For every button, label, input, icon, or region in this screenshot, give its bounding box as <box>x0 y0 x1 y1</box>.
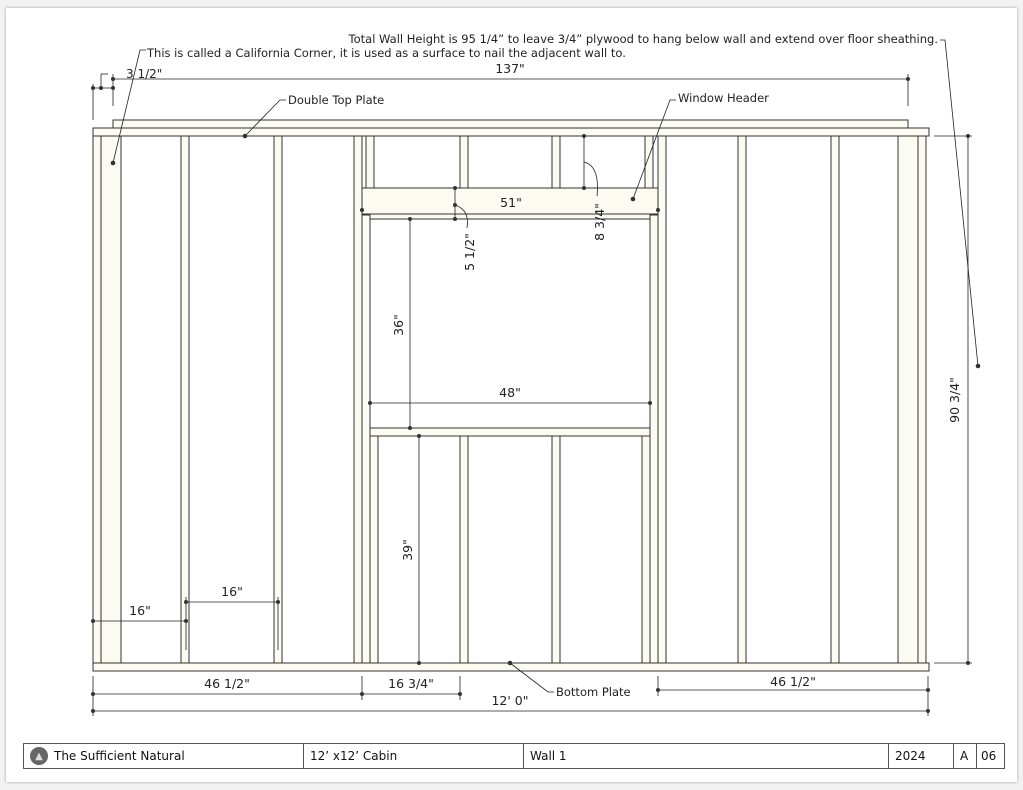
sheet-number: 06 <box>981 749 997 763</box>
year: 2024 <box>895 749 926 763</box>
series: A <box>960 749 969 763</box>
stud <box>274 136 282 663</box>
stud <box>93 136 101 663</box>
cripple-stud <box>645 136 653 188</box>
dim-corner-width: 3 1/2" <box>126 67 163 81</box>
corner-stud-right <box>898 136 918 663</box>
framing-diagram <box>6 8 1017 782</box>
cripple-stud <box>642 436 650 663</box>
tree-logo-icon: ▲ <box>30 747 48 765</box>
dim-window-height: 36" <box>391 314 406 336</box>
cripple-stud <box>552 136 560 188</box>
stud <box>738 136 746 663</box>
dim-stud-spacing-1: 16" <box>129 603 151 618</box>
header-flat-plate <box>370 214 650 219</box>
dim-sill-width: 48" <box>499 385 521 400</box>
dim-header-gap: 5 1/2" <box>462 233 477 271</box>
jack-stud-right <box>650 215 658 663</box>
sheet-name: Wall 1 <box>530 749 567 763</box>
top-plate-lower <box>93 128 929 136</box>
title-company-cell <box>24 744 304 768</box>
top-plate-upper <box>113 120 908 128</box>
dim-left-section: 46 1/2" <box>204 676 250 691</box>
title-sheet-number-cell <box>977 744 1004 768</box>
label-double-top-plate: Double Top Plate <box>288 93 385 107</box>
dim-center-section: 16 3/4" <box>388 676 434 691</box>
note-wall-height: Total Wall Height is 95 1/4” to leave 3/4” plywood to hang below wall and extend over floor sheathing. <box>348 32 938 46</box>
stud <box>181 136 189 663</box>
cripple-stud <box>460 136 468 188</box>
title-series-cell <box>954 744 977 768</box>
leader-wall-height <box>940 40 978 366</box>
note-california-corner: This is called a California Corner, it is used as a surface to nail the adjacent wall to. <box>147 46 626 60</box>
king-stud-left <box>354 136 362 663</box>
dim-sill-height: 39" <box>400 539 415 561</box>
king-stud-right <box>658 136 666 663</box>
title-year-cell <box>889 744 954 768</box>
title-project-cell <box>304 744 524 768</box>
cripple-stud <box>370 436 378 663</box>
label-bottom-plate: Bottom Plate <box>556 685 631 699</box>
project-name: 12’ x12’ Cabin <box>310 749 398 763</box>
dim-wall-length-ft: 12' 0" <box>491 693 529 708</box>
dim-right-section: 46 1/2" <box>770 674 816 689</box>
dim-wall-height: 90 3/4" <box>947 377 962 423</box>
dim-header-width: 51" <box>500 195 522 210</box>
dim-header-height: 8 3/4" <box>592 203 607 241</box>
jack-stud-left <box>362 215 370 663</box>
leader-window-header <box>633 100 676 199</box>
title-block <box>23 743 1005 769</box>
window-sill <box>370 428 650 436</box>
dim-wall-length-in: 137" <box>495 61 525 76</box>
label-window-header: Window Header <box>678 91 769 105</box>
dim-stud-spacing-2: 16" <box>221 584 243 599</box>
title-sheet-cell <box>524 744 889 768</box>
california-corner-stud <box>101 136 121 663</box>
cripple-stud <box>460 436 468 663</box>
cripple-stud <box>552 436 560 663</box>
drawing-sheet <box>6 8 1017 782</box>
stud <box>918 136 926 663</box>
stud <box>831 136 839 663</box>
cripple-stud <box>366 136 374 188</box>
company-name: The Sufficient Natural <box>54 749 185 763</box>
